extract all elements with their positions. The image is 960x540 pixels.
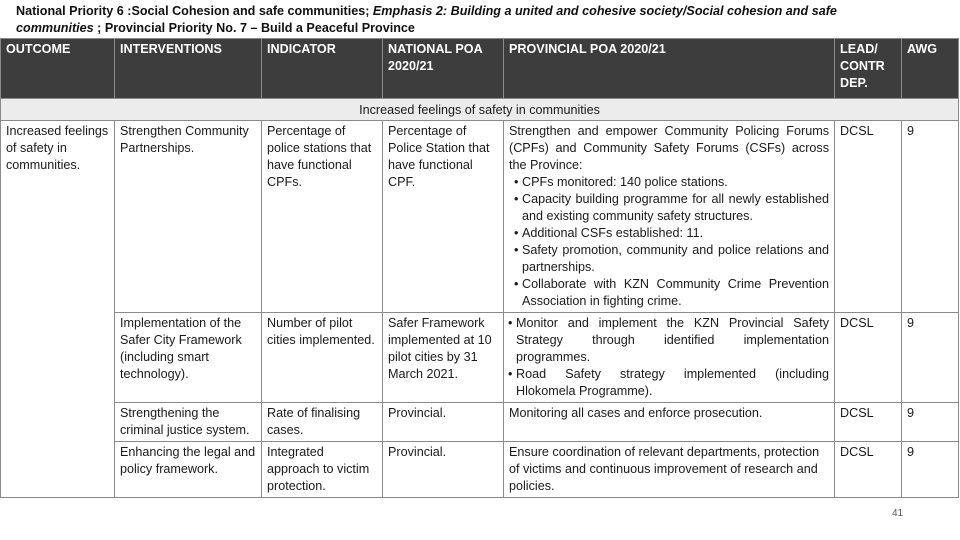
- provincial-bullets: [509, 315, 829, 400]
- priority-table: [0, 38, 959, 498]
- indicator-cell: Number of pilot cities implemented.: [262, 313, 383, 403]
- list-item: • Road Safety strategy implemented (including Hlokomela Programme).: [509, 366, 829, 400]
- provincial-poa-cell: [504, 121, 835, 313]
- provincial-poa-cell: [504, 313, 835, 403]
- header-interventions: INTERVENTIONS: [115, 39, 262, 99]
- national-poa-cell: Provincial.: [383, 442, 504, 498]
- header-lead: LEAD/ CONTR DEP.: [835, 39, 902, 99]
- header-indicator: INDICATOR: [262, 39, 383, 99]
- table-row: [1, 121, 959, 313]
- title-emphasis-cont: communities: [16, 21, 94, 35]
- list-item: • Safety promotion, community and police relations and partnerships.: [515, 242, 829, 276]
- lead-cell: DCSL: [835, 403, 902, 442]
- list-item: • Capacity building programme for all newly established and existing community safety structures.: [515, 191, 829, 225]
- title-prefix: National Priority 6 :Social Cohesion and safe communities;: [16, 4, 373, 18]
- awg-cell: 9: [902, 442, 959, 498]
- provincial-poa-cell: Monitoring all cases and enforce prosecution.: [504, 403, 835, 442]
- national-poa-cell: Provincial.: [383, 403, 504, 442]
- header-provincial-poa: PROVINCIAL POA 2020/21: [504, 39, 835, 99]
- page-title: [16, 3, 951, 37]
- provincial-poa-cell: Ensure coordination of relevant departments, protection of victims and continuous improvement of research and policies.: [504, 442, 835, 498]
- awg-cell: 9: [902, 121, 959, 313]
- list-item: • Monitor and implement the KZN Provincial Safety Strategy through identified implementation programmes.: [509, 315, 829, 366]
- intervention-cell: Strengthening the criminal justice system.: [115, 403, 262, 442]
- header-awg: AWG: [902, 39, 959, 99]
- provincial-intro: Strengthen and empower Community Policing Forums (CPFs) and Community Safety Forums (CSFs) across the Province:: [509, 124, 829, 172]
- list-item: • Collaborate with KZN Community Crime Prevention Association in fighting crime.: [515, 276, 829, 310]
- awg-cell: 9: [902, 403, 959, 442]
- list-item: • CPFs monitored: 140 police stations.: [515, 174, 829, 191]
- page-number: 41: [892, 508, 904, 519]
- indicator-cell: Integrated approach to victim protection.: [262, 442, 383, 498]
- list-item: • Additional CSFs established: 11.: [515, 225, 829, 242]
- header-national-poa: NATIONAL POA 2020/21: [383, 39, 504, 99]
- indicator-cell: Rate of finalising cases.: [262, 403, 383, 442]
- title-suffix: ; Provincial Priority No. 7 – Build a Peaceful Province: [93, 21, 415, 35]
- lead-cell: DCSL: [835, 313, 902, 403]
- outcome-cell: Increased feelings of safety in communities.: [1, 121, 115, 498]
- table-row: [1, 313, 959, 403]
- header-row: [1, 39, 959, 99]
- indicator-cell: Percentage of police stations that have functional CPFs.: [262, 121, 383, 313]
- intervention-cell: Strengthen Community Partnerships.: [115, 121, 262, 313]
- lead-cell: DCSL: [835, 121, 902, 313]
- table-row: [1, 442, 959, 498]
- lead-cell: DCSL: [835, 442, 902, 498]
- intervention-cell: Implementation of the Safer City Framework (including smart technology).: [115, 313, 262, 403]
- intervention-cell: Enhancing the legal and policy framework.: [115, 442, 262, 498]
- section-title: Increased feelings of safety in communities: [1, 99, 959, 121]
- provincial-bullets: [509, 174, 829, 310]
- national-poa-cell: Percentage of Police Station that have functional CPF.: [383, 121, 504, 313]
- section-row: [1, 99, 959, 121]
- title-emphasis: Emphasis 2: Building a united and cohesive society/Social cohesion and safe: [372, 4, 837, 18]
- national-poa-cell: Safer Framework implemented at 10 pilot cities by 31 March 2021.: [383, 313, 504, 403]
- awg-cell: 9: [902, 313, 959, 403]
- header-outcome: OUTCOME: [1, 39, 115, 99]
- table-row: [1, 403, 959, 442]
